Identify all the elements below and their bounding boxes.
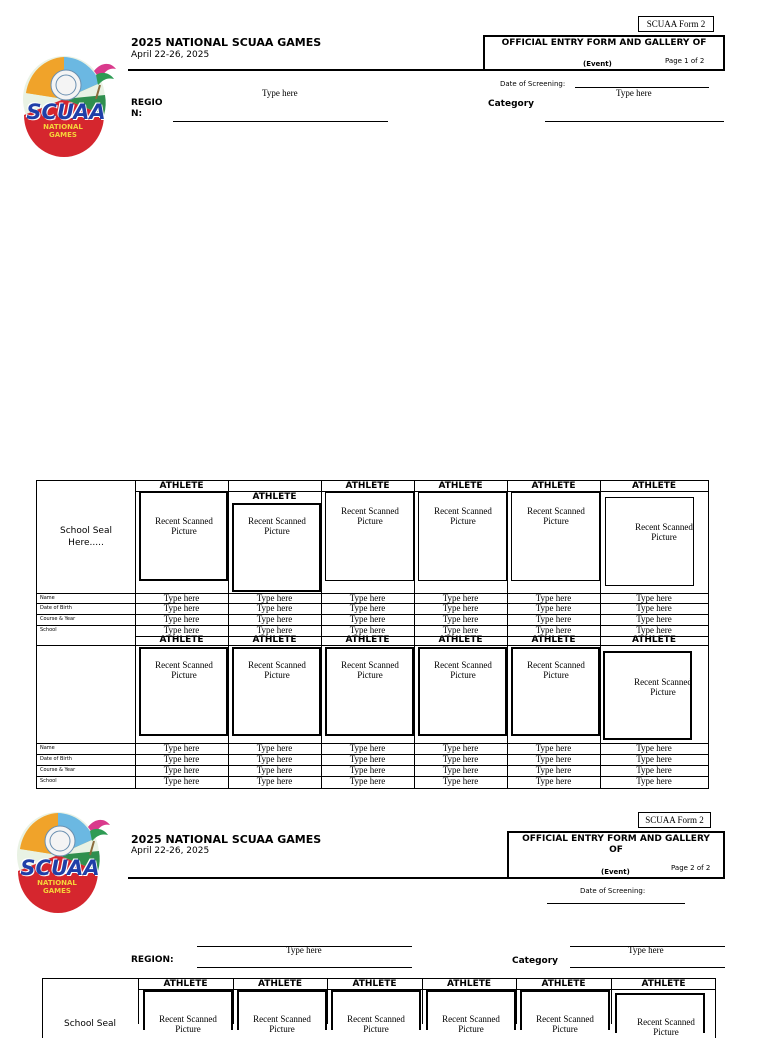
- picture-placeholder: Recent Scanned Picture: [155, 660, 213, 680]
- athlete-header: ATHLETE: [163, 979, 208, 989]
- page-title: 2025 NATIONAL SCUAA GAMES: [131, 833, 322, 846]
- row-label-course: Course & Year: [40, 616, 76, 622]
- cell-value[interactable]: Type here: [535, 765, 572, 775]
- scuaa-logo: [14, 809, 114, 901]
- picture-placeholder: Recent Scanned Picture: [637, 1017, 695, 1037]
- cell-value[interactable]: Type here: [163, 593, 200, 603]
- row-label-course: Course & Year: [40, 767, 76, 773]
- picture-placeholder: Recent Scanned Picture: [159, 1014, 217, 1034]
- form-tag: SCUAA Form 2: [638, 812, 711, 828]
- official-box: [483, 35, 725, 71]
- picture-placeholder: Recent Scanned Picture: [527, 506, 585, 526]
- cell-value[interactable]: Type here: [535, 593, 572, 603]
- region-label: REGIO: [131, 98, 163, 108]
- picture-placeholder: Recent Scanned Picture: [248, 516, 306, 536]
- athlete-header: ATHLETE: [541, 979, 586, 989]
- page-number: Page 2 of 2: [671, 864, 711, 872]
- picture-placeholder: Recent Scanned Picture: [536, 1014, 594, 1034]
- athlete-header: ATHLETE: [438, 635, 483, 645]
- cell-value[interactable]: Type here: [636, 625, 672, 635]
- date-screening-value[interactable]: Type here: [616, 88, 652, 98]
- page-number: Page 1 of 2: [665, 57, 705, 65]
- cell-value[interactable]: Type here: [163, 754, 200, 764]
- athlete-header: ATHLETE: [252, 492, 297, 502]
- picture-placeholder: Recent Scanned Picture: [253, 1014, 311, 1034]
- cell-value[interactable]: Type here: [163, 625, 200, 635]
- cell-value[interactable]: Type here: [535, 743, 572, 753]
- picture-placeholder: Recent Scanned Picture: [442, 1014, 500, 1034]
- category-value[interactable]: Type here: [628, 945, 664, 955]
- athlete-header: ATHLETE: [438, 481, 483, 491]
- picture-placeholder: Recent Scanned Picture: [341, 660, 399, 680]
- cell-value[interactable]: Type here: [349, 776, 386, 786]
- official-title: OFFICIAL ENTRY FORM AND GALLERY: [522, 834, 710, 844]
- row-label-dob: Date of Birth: [40, 605, 72, 611]
- cell-value[interactable]: Type here: [163, 743, 200, 753]
- scuaa-logo: [20, 53, 120, 145]
- region-value[interactable]: Type here: [286, 945, 322, 955]
- athlete-header: ATHLETE: [631, 481, 677, 491]
- cell-value[interactable]: Type here: [256, 593, 293, 603]
- cell-value[interactable]: Type here: [256, 625, 293, 635]
- athlete-header: ATHLETE: [631, 635, 677, 645]
- logo-line2: GAMES: [49, 131, 77, 139]
- cell-value[interactable]: Type here: [349, 754, 386, 764]
- form-tag: SCUAA Form 2: [638, 16, 714, 32]
- cell-value[interactable]: Type here: [535, 754, 572, 764]
- athlete-header: ATHLETE: [345, 635, 390, 645]
- cell-value[interactable]: Type here: [442, 776, 479, 786]
- region-label-cont: N:: [131, 109, 143, 119]
- cell-value[interactable]: Type here: [442, 614, 479, 624]
- official-title-cont: OF: [609, 845, 623, 855]
- cell-value[interactable]: Type here: [636, 593, 672, 603]
- page-title: 2025 NATIONAL SCUAA GAMES: [131, 36, 322, 49]
- official-box: [507, 831, 725, 879]
- cell-value[interactable]: Type here: [442, 754, 479, 764]
- cell-value[interactable]: Type here: [163, 776, 200, 786]
- cell-value[interactable]: Type here: [442, 603, 479, 613]
- date-screening-line: [547, 903, 685, 904]
- picture-placeholder: Recent Scanned Picture: [347, 1014, 405, 1034]
- header-rule: [128, 877, 508, 879]
- cell-value[interactable]: Type here: [535, 614, 572, 624]
- athlete-header: ATHLETE: [531, 481, 576, 491]
- cell-value[interactable]: Type here: [256, 754, 293, 764]
- logo-line2: GAMES: [43, 887, 71, 895]
- cell-value[interactable]: Type here: [349, 593, 386, 603]
- region-line: [173, 121, 388, 122]
- region-line: [197, 967, 412, 968]
- cell-value[interactable]: Type here: [256, 743, 293, 753]
- cell-value[interactable]: Type here: [349, 765, 386, 775]
- cell-value[interactable]: Type here: [349, 743, 386, 753]
- athlete-header: ATHLETE: [531, 635, 576, 645]
- header-rule: [128, 69, 483, 71]
- cell-value[interactable]: Type here: [163, 765, 200, 775]
- picture-placeholder: Recent Scanned Picture: [341, 506, 399, 526]
- cell-value[interactable]: Type here: [256, 614, 293, 624]
- cell-value[interactable]: Type here: [636, 614, 672, 624]
- cell-value[interactable]: Type here: [163, 603, 200, 613]
- logo-word: SCUAA: [20, 856, 100, 880]
- cell-value[interactable]: Type here: [535, 625, 572, 635]
- row-label-dob: Date of Birth: [40, 756, 72, 762]
- athlete-header: ATHLETE: [345, 481, 390, 491]
- cell-value[interactable]: Type here: [256, 765, 293, 775]
- cell-value[interactable]: Type here: [535, 776, 572, 786]
- cell-value[interactable]: Type here: [349, 603, 386, 613]
- cell-value[interactable]: Type here: [349, 614, 386, 624]
- photo-frame[interactable]: [139, 491, 228, 581]
- row-label-school: School: [40, 627, 57, 633]
- event-dates: April 22-26, 2025: [131, 50, 210, 60]
- picture-placeholder: Recent Scanned Picture: [155, 516, 213, 536]
- row-label-name: Name: [40, 595, 55, 601]
- athlete-header: ATHLETE: [252, 635, 297, 645]
- athlete-header: ATHLETE: [446, 979, 492, 989]
- cell-value[interactable]: Type here: [442, 743, 479, 753]
- row-label-school: School: [40, 778, 57, 784]
- athlete-header: ATHLETE: [641, 979, 686, 989]
- category-label: Category: [488, 99, 535, 109]
- logo-word: SCUAA: [26, 100, 106, 124]
- event-label: (Event): [583, 60, 612, 68]
- date-screening-label: Date of Screening:: [580, 887, 646, 895]
- date-screening-label: Date of Screening:: [500, 80, 566, 88]
- cell-value[interactable]: Type here: [163, 614, 200, 624]
- picture-placeholder: Recent Scanned Picture: [434, 660, 492, 680]
- region-label: REGION:: [131, 955, 174, 965]
- cell-value[interactable]: Type here: [535, 603, 572, 613]
- athlete-header: ATHLETE: [352, 979, 397, 989]
- logo-line1: NATIONAL: [43, 123, 83, 131]
- logo-line1: NATIONAL: [37, 879, 77, 887]
- official-title: OFFICIAL ENTRY FORM AND GALLERY OF: [501, 38, 707, 48]
- school-seal-label: School Seal Here.....: [59, 526, 112, 548]
- picture-placeholder: Recent Scanned Picture: [634, 677, 692, 697]
- school-seal-label: School Seal: [64, 1019, 117, 1029]
- cell-value[interactable]: Type here: [349, 625, 386, 635]
- cell-value[interactable]: Type here: [256, 776, 293, 786]
- event-label: (Event): [601, 868, 630, 876]
- picture-placeholder: Recent Scanned Picture: [434, 506, 492, 526]
- cell-value[interactable]: Type here: [442, 625, 479, 635]
- cell-value[interactable]: Type here: [636, 765, 672, 775]
- cell-value[interactable]: Type here: [442, 765, 479, 775]
- athlete-header: ATHLETE: [159, 481, 204, 491]
- picture-placeholder: Recent Scanned Picture: [527, 660, 585, 680]
- athlete-header: ATHLETE: [159, 635, 204, 645]
- event-dates: April 22-26, 2025: [131, 846, 210, 856]
- region-value[interactable]: Type here: [262, 88, 298, 98]
- picture-placeholder: Recent Scanned Picture: [248, 660, 306, 680]
- row-line: [36, 645, 709, 646]
- cell-value[interactable]: Type here: [636, 754, 672, 764]
- picture-placeholder: Recent Scanned Picture: [635, 522, 693, 542]
- cell-value[interactable]: Type here: [636, 603, 672, 613]
- cell-value[interactable]: Type here: [442, 593, 479, 603]
- category-label: Category: [512, 956, 559, 966]
- cell-value[interactable]: Type here: [256, 603, 293, 613]
- row-label-name: Name: [40, 745, 55, 751]
- cell-value[interactable]: Type here: [636, 776, 672, 786]
- category-line: [545, 121, 724, 122]
- athlete-header: ATHLETE: [257, 979, 303, 989]
- category-line: [570, 967, 725, 968]
- cell-value[interactable]: Type here: [636, 743, 672, 753]
